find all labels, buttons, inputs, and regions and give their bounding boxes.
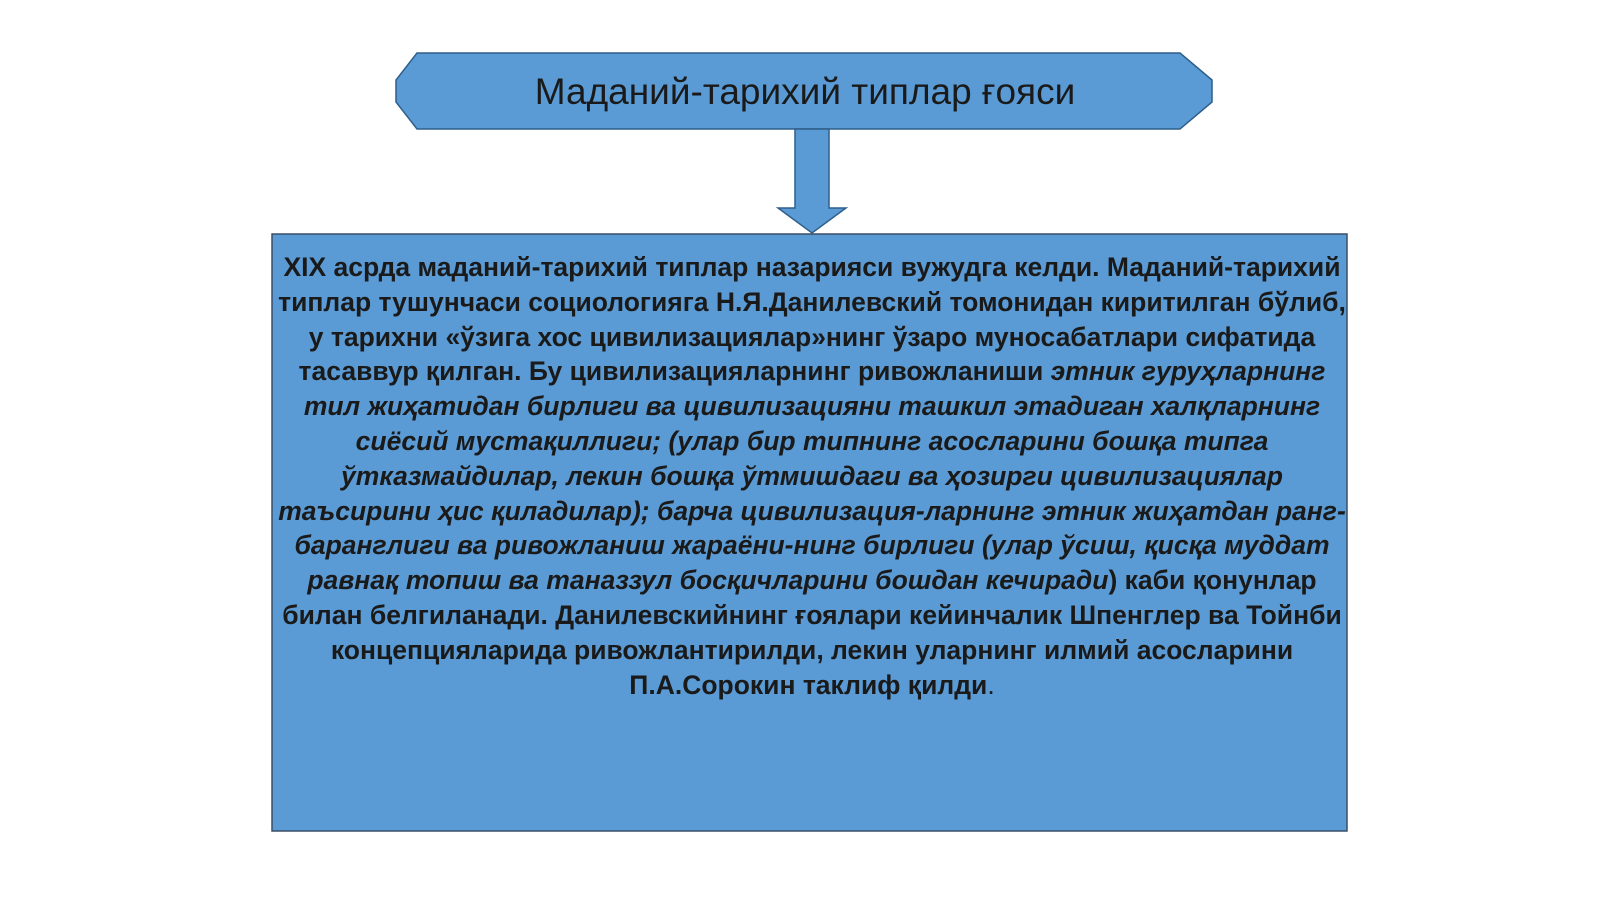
content-paragraph xyxy=(278,250,1346,702)
paragraph-text-italic: этник гуруҳларнинг тил жиҳатидан бирлиги ва цивилизацияни ташкил этадиган халқларнинг сиёсий мустақиллиги; (улар бир типнинг асосларини бошқа типга ўтказмайдилар, лекин бошқа ўтмишдаги ва ҳозирги цивилизациялар таъсирини ҳис қиладилар); барча цивилизация-ларнинг этник жиҳатдан ранг-баранглиги ва ривожланиш жараёни-нинг бирлиги (улар ўсиш, қисқа муддат равнақ топиш ва таназзул босқичларини бошдан кечиради xyxy=(278,356,1346,596)
paragraph-text-bold-end: ) каби қонунлар билан белгиланади. Данилевскийнинг ғоялари кейинчалик Шпенглер ва Тойнби концепцияларида ривожлантирилди, лекин уларнинг илмий асосларини П.А.Сорокин таклиф қилди xyxy=(282,565,1342,700)
down-arrow-shape xyxy=(778,129,846,233)
paragraph-final-period: . xyxy=(987,669,995,700)
diagram-title: Маданий-тарихий типлар ғояси xyxy=(534,71,1076,112)
paragraph-text-bold: XIX асрда маданий-тарихий типлар назарияси вужудга келди. Маданий-тарихий типлар тушунчаси социологияга Н.Я.Данилевский томонидан киритилган бўлиб, у тарихни «ўзига хос цивилизациялар»нинг ўзаро муносабатлари сифатида тасаввур қилган. Бу цивилизацияларнинг ривожланиши xyxy=(278,252,1346,387)
